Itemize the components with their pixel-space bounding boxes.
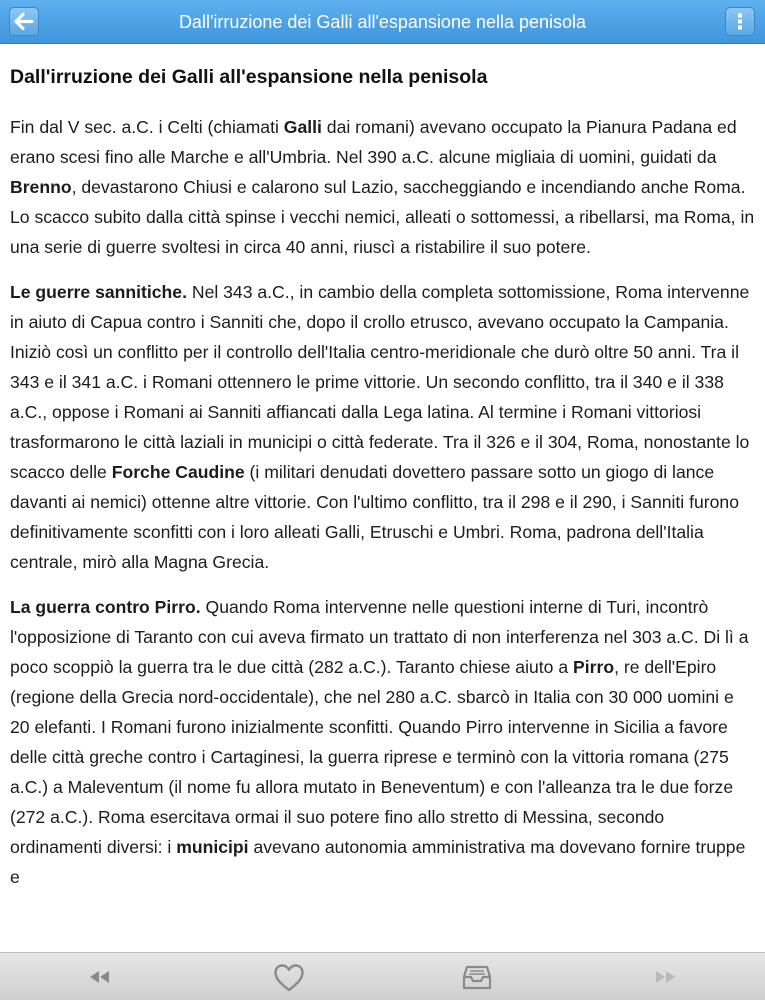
article-content [10,44,758,952]
text-run: (i militari denudati dovettero passare sotto un giogo di lance davanti ai nemici) ottenne altre vittorie. Con l'ultimo conflitto, tra il 298 e il 290, i Sanniti furono definitivamente sconfitti con i loro alleati Galli, Etruschi e Umbri. Roma, padrona dell'Italia centrale, mirò alla Magna Grecia. [10,462,739,572]
bold-term-galli: Galli [283,117,322,137]
top-app-bar [0,0,765,44]
section-heading-pyrrhus-war: La guerra contro Pirro. [10,597,201,617]
section-heading-samnite-wars: Le guerre sannitiche. [10,282,187,302]
next-article-button[interactable] [643,957,687,997]
text-run: Fin dal V sec. a.C. i Celti (chiamati [10,117,284,137]
bottom-toolbar [0,952,765,1000]
bold-term-pirro: Pirro [573,657,615,677]
text-run: , re dell'Epiro (regione della Grecia nord-occidentale), che nel 280 a.C. sbarcò in Italia con 30 000 uomini e 20 elefanti. I Romani furono inizialmente sconfitti. Quando Pirro intervenne in Sicilia a favore delle città greche contro i Cartaginesi, la guerra riprese e terminò con la vittoria romana (275 a.C.) a Maleventum (il nome fu allora mutato in Beneventum) e con l'alleanza tra le due forze (272 a.C.). Roma esercitava ormai il suo potere fino allo stretto di Messina, secondo ordinamenti diversi: i [10,657,734,857]
text-run: dai romani) avevano occupato la Pianura Padana ed erano scesi fino alle Marche e all'Umbria. Nel 390 a.C. alcune migliaia di uomini, guidati da [10,117,737,167]
inbox-tray-icon [455,957,499,997]
archive-button[interactable] [455,957,499,997]
paragraph-intro [10,112,758,262]
paragraph-samnite-wars [10,277,758,577]
page-title: Dall'irruzione dei Galli all'espansione nella penisola [178,12,587,32]
heart-icon [267,957,311,997]
text-run: Nel 343 a.C., in cambio della completa sottomissione, Roma intervenne in aiuto di Capua contro i Sanniti che, dopo il crollo etrusco, avevano occupato la Campania. Iniziò così un conflitto per il controllo dell'Italia centro-meridionale che durò oltre 50 anni. Tra il 343 e il 341 a.C. i Romani ottennero le prime vittorie. Un secondo conflitto, tra il 340 e il 338 a.C., oppose i Romani ai Sanniti affiancati dalla Lega latina. Al termine i Romani vittoriosi trasformarono le città laziali in municipi o città federate. Tra il 326 e il 304, Roma, nonostante lo scacco delle [10,282,750,482]
text-run: Quando Roma intervenne nelle questioni interne di Turi, incontrò l'opposizione di Taranto con cui aveva firmato un trattato di non interferenza nel 303 a.C. Di lì a poco scoppiò la guerra tra le due città (282 a.C.). Taranto chiese aiuto a [10,597,749,677]
bold-term-brenno: Brenno [10,177,72,197]
bold-term-municipi: municipi [176,837,249,857]
previous-article-button[interactable] [78,957,122,997]
text-run: avevano autonomia amministrativa ma dovevano fornire truppe e [10,837,746,887]
bold-term-forche-caudine: Forche Caudine [111,462,245,482]
back-button[interactable] [9,7,39,36]
favorite-button[interactable] [267,957,311,997]
arrow-left-icon [10,8,38,35]
article-title: Dall'irruzione dei Galli all'espansione nella penisola [10,66,488,88]
text-run: , devastarono Chiusi e calarono sul Lazio, saccheggiando e incendiando anche Roma. Lo scacco subito dalla città spinse i vecchi nemici, alleati o sottomessi, a ribellarsi, ma Roma, in una serie di guerre svoltesi in circa 40 anni, riuscì a ristabilire il suo potere. [10,177,755,257]
fast-forward-icon [643,957,687,997]
vertical-dots-icon [726,8,754,35]
overflow-menu-button[interactable] [725,7,755,36]
rewind-icon [78,957,122,997]
paragraph-pyrrhus-war [10,592,758,892]
